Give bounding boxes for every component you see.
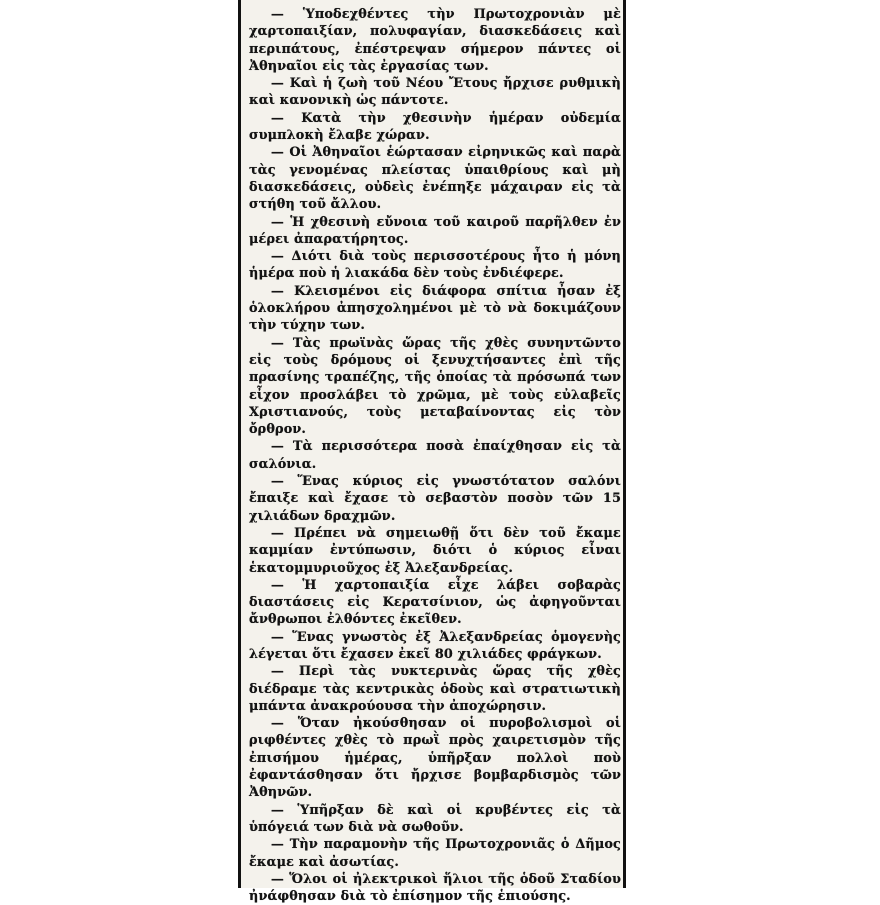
paragraph-4: — Οἱ Ἀθηναῖοι ἑώρτασαν εἰρηνικῶς καὶ παρὰ τὰς γενομένας πλείστας ὑπαιθρίους καὶ μὴ διασκεδάσεις, οὐδεὶς ἐνέπηξε μάχαιραν εἰς τὰ στήθη τοῦ ἄλλου. xyxy=(249,145,621,213)
paragraph-10: — Ἕνας κύριος εἰς γνωστότατον σαλόνι ἔπαιξε καὶ ἔχασε τὸ σεβαστὸν ποσὸν τῶν 15 χιλιάδων δραχμῶν. xyxy=(249,474,621,524)
paragraph-12: — Ἡ χαρτοπαιξία εἶχε λάβει σοβαρὰς διαστάσεις εἰς Κερατσίνιον, ὡς ἀφηγοῦνται ἄνθρωποι ἐλθόντες ἐκεῖθεν. xyxy=(249,577,621,628)
paragraph-11: — Πρέπει νὰ σημειωθῇ ὅτι δὲν τοῦ ἔκαμε καμμίαν ἐντύπωσιν, διότι ὁ κύριος εἶναι ἑκατομμυριοῦχος ἐξ Ἀλεξανδρείας. xyxy=(249,525,621,576)
paragraph-5: — Ἡ χθεσινὴ εὔνοια τοῦ καιροῦ παρῆλθεν ἐν μέρει ἀπαρατήρητος. xyxy=(249,214,621,247)
article-body xyxy=(249,6,621,905)
paragraph-9: — Τὰ περισσότερα ποσὰ ἐπαίχθησαν εἰς τὰ σαλόνια. xyxy=(249,439,621,472)
paragraph-6: — Διότι διὰ τοὺς περισσοτέρους ἦτο ἡ μόνη ἡμέρα ποὺ ἡ λιακάδα δὲν τοὺς ἐνδιέφερε. xyxy=(249,249,621,282)
paragraph-7: — Κλεισμένοι εἰς διάφορα σπίτια ἦσαν ἐξ ὁλοκλήρου ἀπησχολημένοι μὲ τὸ νὰ δοκιμάζουν τὴν τύχην των. xyxy=(249,283,621,334)
paragraph-1: — Ὑποδεχθέντες τὴν Πρωτοχρονιὰν μὲ χαρτοπαιξίαν, πολυφαγίαν, διασκεδάσεις καὶ περιπάτους, ἐπέστρεψαν σήμερον πάντες οἱ Ἀθηναῖοι εἰς τὰς ἐργασίας των. xyxy=(249,7,621,74)
paragraph-14: — Περὶ τὰς νυκτερινὰς ὥρας τῆς χθὲς διέδραμε τὰς κεντρικὰς ὁδοὺς καὶ στρατιωτικὴ μπάντα ἀνακρούουσα τὴν ἀποχώρησιν. xyxy=(249,664,621,714)
paragraph-13: — Ἕνας γνωστὸς ἐξ Ἀλεξανδρείας ὁμογενὴς λέγεται ὅτι ἔχασεν ἐκεῖ 80 χιλιάδες φράγκων. xyxy=(249,629,621,662)
paragraph-15: — Ὅταν ἠκούσθησαν οἱ πυροβολισμοὶ οἱ ριφθέντες χθὲς τὸ πρωῒ πρὸς χαιρετισμὸν τῆς ἐπισήμου ἡμέρας, ὑπῆρξαν πολλοὶ ποὺ ἐφαντάσθησαν ὅτι ἤρχισε βομβαρδισμὸς τῶν Ἀθηνῶν. xyxy=(249,716,621,801)
paragraph-18: — Ὅλοι οἱ ἠλεκτρικοὶ ἥλιοι τῆς ὁδοῦ Σταδίου ἠνάφθησαν διὰ τὸ ἐπίσημον τῆς ἑπιούσης. xyxy=(249,871,621,905)
paragraph-3: — Κατὰ τὴν χθεσινὴν ἡμέραν οὐδεμία συμπλοκὴ ἔλαβε χώραν. xyxy=(249,110,621,144)
paragraph-17: — Τὴν παραμονὴν τῆς Πρωτοχρονιᾶς ὁ Δῆμος ἔκαμε καὶ ἀσωτίας. xyxy=(249,837,621,870)
paragraph-16: — Ὑπῆρξαν δὲ καὶ οἱ κρυβέντες εἰς τὰ ὑπόγειά των διὰ νὰ σωθοῦν. xyxy=(249,802,621,835)
newspaper-column xyxy=(238,0,626,905)
paragraph-2: — Καὶ ἡ ζωὴ τοῦ Νέου Ἔτους ἤρχισε ρυθμικὴ καὶ κανονικὴ ὡς πάντοτε. xyxy=(249,76,621,109)
paragraph-8: — Τὰς πρωϊνὰς ὥρας τῆς χθὲς συνηντῶντο εἰς τοὺς δρόμους οἱ ξενυχτήσαντες ἐπὶ τῆς πρασίνης τραπέζης, τῆς ὁποίας τὰ πρόσωπά των εἶχον προσλάβει τὸ χρῶμα, μὲ τοὺς εὐλαβεῖς Χριστιανούς, τοὺς μεταβαίνοντας εἰς τὸν ὄρθρον. xyxy=(249,335,621,438)
